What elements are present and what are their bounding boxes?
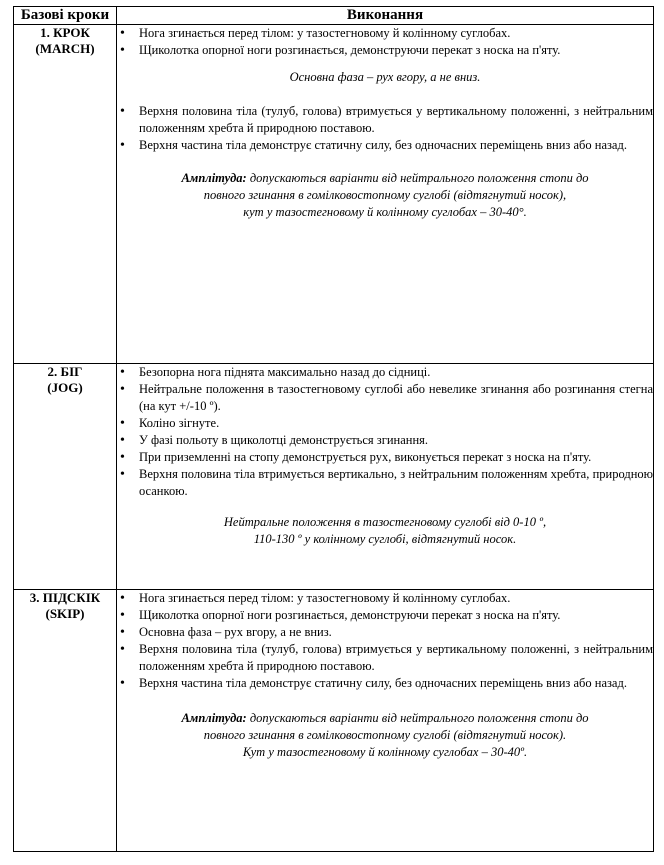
execution-list [117, 103, 653, 154]
execution-cell [117, 364, 654, 590]
step-name-cell [14, 364, 117, 590]
execution-list [117, 590, 653, 692]
list-item: • Нейтральне положення в тазостегновому суглобі або невелике згинання або розгинання стегна (на кут +/-10 º). [117, 381, 653, 415]
step-name: 2. БІГ [47, 364, 83, 379]
header-row [14, 7, 654, 25]
note-text: 110-130 º у колінному суглобі, відтягнутий носок. [253, 532, 517, 546]
list-item: • Верхня половина тіла втримується вертикально, з нейтральним положенням хребта, природною осанкою. [117, 466, 653, 500]
list-item: • Щиколотка опорної ноги розгинається, демонструючи перекат з носка на п'яту. [117, 607, 653, 624]
amplitude-label: Амплітуда: [181, 711, 247, 725]
amplitude-text: Кут у тазостегновому й колінному суглобах – 30-40º. [242, 745, 528, 759]
list-item: • Коліно зігнуте. [117, 415, 653, 432]
amplitude-text: повного згинання в гомілковостопному суглобі (відтягнутий носок). [203, 728, 567, 742]
step-name: 3. ПІДСКІК [29, 590, 101, 605]
step-name-english: (JOG) [47, 380, 83, 395]
list-item: • Нога згинається перед тілом: у тазостегновому й колінному суглобах. [117, 25, 653, 42]
amplitude-text: допускаються варіанти від нейтрального положення стопи до [249, 171, 589, 185]
step-name: 1. КРОК [40, 25, 90, 40]
main-phase-note: Основна фаза – рух вгору, а не вниз. [289, 70, 481, 84]
step-name-english: (MARCH) [35, 41, 95, 56]
note-text: Нейтральне положення в тазостегновому суглобі від 0-10 º, [223, 515, 547, 529]
list-item: • Безопорна нога піднята максимально назад до сідниці. [117, 364, 653, 381]
list-item: • Верхня половина тіла (тулуб, голова) втримується у вертикальному положенні, з нейтральним положенням хребта й природною поставою. [117, 641, 653, 675]
step-name-cell [14, 25, 117, 364]
list-item: • Щиколотка опорної ноги розгинається, демонструючи перекат з носка на п'яту. [117, 42, 653, 59]
amplitude-text: кут у тазостегновому й колінному суглобах – 30-40°. [243, 205, 527, 219]
amplitude-text: допускаються варіанти від нейтрального положення стопи до [249, 711, 589, 725]
step-name-english: (SKIP) [45, 606, 85, 621]
table-row [14, 590, 654, 852]
table-row [14, 25, 654, 364]
execution-list [117, 25, 653, 59]
list-item: • При приземленні на стопу демонструється рух, виконується перекат з носка на п'яту. [117, 449, 653, 466]
amplitude-note [117, 170, 653, 221]
list-item: • Нога згинається перед тілом: у тазостегновому й колінному суглобах. [117, 590, 653, 607]
neutral-position-note [117, 514, 653, 548]
list-item: • У фазі польоту в щиколотці демонструється згинання. [117, 432, 653, 449]
amplitude-label: Амплітуда: [181, 171, 247, 185]
execution-cell [117, 25, 654, 364]
list-item: • Основна фаза – рух вгору, а не вниз. [117, 624, 653, 641]
execution-cell [117, 590, 654, 852]
list-item: • Верхня половина тіла (тулуб, голова) втримується у вертикальному положенні, з нейтральним положенням хребта й природною поставою. [117, 103, 653, 137]
amplitude-text: повного згинання в гомілковостопному суглобі (відтягнутий носок), [203, 188, 567, 202]
table-row [14, 364, 654, 590]
amplitude-note [117, 710, 653, 761]
header-execution: Виконання [117, 7, 654, 25]
steps-table [13, 6, 654, 852]
list-item: • Верхня частина тіла демонструє статичну силу, без одночасних переміщень вниз або назад. [117, 137, 653, 154]
execution-list [117, 364, 653, 500]
header-basic-steps: Базові кроки [14, 7, 117, 25]
list-item: • Верхня частина тіла демонструє статичну силу, без одночасних переміщень вниз або назад. [117, 675, 653, 692]
step-name-cell [14, 590, 117, 852]
